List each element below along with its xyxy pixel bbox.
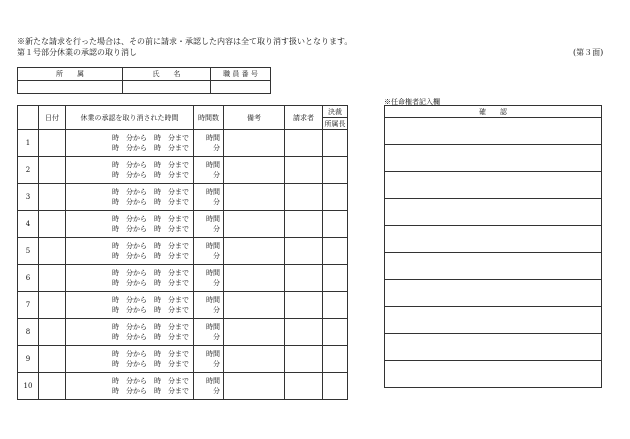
remarks-field[interactable] (224, 346, 285, 373)
requester-field[interactable] (285, 373, 323, 400)
minutes-unit: 分 (213, 171, 220, 179)
dept-head-field[interactable] (323, 157, 348, 184)
requester-field[interactable] (285, 238, 323, 265)
remarks-field[interactable] (224, 265, 285, 292)
page-label: (第３面) (573, 48, 604, 57)
date-field[interactable] (39, 373, 66, 400)
row-number: 3 (18, 184, 39, 211)
requester-header: 請求者 (285, 106, 323, 130)
period-field[interactable] (66, 130, 194, 157)
remarks-field[interactable] (224, 211, 285, 238)
remarks-field[interactable] (224, 157, 285, 184)
table-row (18, 373, 348, 400)
hours-field[interactable] (194, 319, 224, 346)
hours-field[interactable] (194, 211, 224, 238)
period-field[interactable] (66, 319, 194, 346)
date-field[interactable] (39, 265, 66, 292)
hours-unit: 時間 (206, 269, 220, 277)
confirm-row (385, 307, 602, 334)
hours-unit: 時間 (206, 350, 220, 358)
period-line: 時 分から 時 分まで (112, 377, 189, 385)
confirm-row (385, 253, 602, 280)
period-line: 時 分から 時 分まで (112, 296, 189, 304)
minutes-unit: 分 (213, 306, 220, 314)
confirm-row (385, 226, 602, 253)
period-header: 休業の承認を取り消された時間 (66, 106, 194, 130)
minutes-unit: 分 (213, 333, 220, 341)
hours-unit: 時間 (206, 296, 220, 304)
table-row (18, 184, 348, 211)
employee-info-table (17, 67, 271, 94)
row-number: 6 (18, 265, 39, 292)
confirmation-table (384, 105, 602, 388)
hours-field[interactable] (194, 292, 224, 319)
row-number-header (18, 106, 39, 130)
date-field[interactable] (39, 319, 66, 346)
period-line: 時 分から 時 分まで (112, 215, 189, 223)
confirm-header: 確 認 (385, 106, 602, 118)
confirm-field[interactable] (385, 145, 602, 172)
hours-field[interactable] (194, 184, 224, 211)
dept-field[interactable] (18, 81, 123, 94)
requester-field[interactable] (285, 157, 323, 184)
remarks-field[interactable] (224, 238, 285, 265)
staff-no-field[interactable] (211, 81, 271, 94)
period-line: 時 分から 時 分まで (112, 350, 189, 358)
period-line: 時 分から 時 分まで (112, 387, 189, 395)
hours-field[interactable] (194, 130, 224, 157)
period-field[interactable] (66, 373, 194, 400)
period-line: 時 分から 時 分まで (112, 134, 189, 142)
date-field[interactable] (39, 346, 66, 373)
dept-head-header: 所属長 (324, 119, 346, 128)
form-title: 第１号部分休業の承認の取り消し (17, 48, 137, 57)
requester-field[interactable] (285, 292, 323, 319)
row-number: 2 (18, 157, 39, 184)
row-number: 5 (18, 238, 39, 265)
requester-field[interactable] (285, 130, 323, 157)
confirm-row (385, 334, 602, 361)
hours-field[interactable] (194, 265, 224, 292)
period-line: 時 分から 時 分まで (112, 333, 189, 341)
remarks-field[interactable] (224, 292, 285, 319)
period-line: 時 分から 時 分まで (112, 242, 189, 250)
minutes-unit: 分 (213, 225, 220, 233)
period-field[interactable] (66, 184, 194, 211)
hours-unit: 時間 (206, 215, 220, 223)
minutes-unit: 分 (213, 198, 220, 206)
period-field[interactable] (66, 238, 194, 265)
hours-unit: 時間 (206, 323, 220, 331)
confirm-field[interactable] (385, 280, 602, 307)
minutes-unit: 分 (213, 252, 220, 260)
date-header: 日付 (39, 106, 66, 130)
confirm-field[interactable] (385, 334, 602, 361)
dept-head-field[interactable] (323, 211, 348, 238)
table-row (18, 211, 348, 238)
period-field[interactable] (66, 292, 194, 319)
period-line: 時 分から 時 分まで (112, 161, 189, 169)
period-field[interactable] (66, 346, 194, 373)
period-line: 時 分から 時 分まで (112, 360, 189, 368)
table-row (18, 346, 348, 373)
minutes-unit: 分 (213, 360, 220, 368)
remarks-header: 備考 (224, 106, 285, 130)
remarks-field[interactable] (224, 319, 285, 346)
row-number: 7 (18, 292, 39, 319)
confirm-row (385, 145, 602, 172)
date-field[interactable] (39, 157, 66, 184)
row-number: 9 (18, 346, 39, 373)
period-field[interactable] (66, 211, 194, 238)
period-line: 時 分から 時 分まで (112, 269, 189, 277)
table-row (18, 265, 348, 292)
confirm-row (385, 280, 602, 307)
date-field[interactable] (39, 238, 66, 265)
date-field[interactable] (39, 292, 66, 319)
dept-head-field[interactable] (323, 265, 348, 292)
row-number: 4 (18, 211, 39, 238)
table-row (18, 319, 348, 346)
confirm-field[interactable] (385, 361, 602, 388)
hours-field[interactable] (194, 238, 224, 265)
requester-field[interactable] (285, 346, 323, 373)
hours-unit: 時間 (206, 161, 220, 169)
dept-head-field[interactable] (323, 184, 348, 211)
dept-head-field[interactable] (323, 238, 348, 265)
requester-field[interactable] (285, 265, 323, 292)
dept-head-field[interactable] (323, 346, 348, 373)
period-line: 時 分から 時 分まで (112, 188, 189, 196)
date-field[interactable] (39, 184, 66, 211)
confirm-field[interactable] (385, 226, 602, 253)
confirm-field[interactable] (385, 307, 602, 334)
dept-head-field[interactable] (323, 319, 348, 346)
confirm-field[interactable] (385, 118, 602, 145)
confirm-field[interactable] (385, 253, 602, 280)
period-line: 時 分から 時 分まで (112, 252, 189, 260)
period-line: 時 分から 時 分まで (112, 144, 189, 152)
hours-field[interactable] (194, 157, 224, 184)
remarks-field[interactable] (224, 373, 285, 400)
minutes-unit: 分 (213, 387, 220, 395)
minutes-unit: 分 (213, 144, 220, 152)
confirm-row (385, 118, 602, 145)
confirm-field[interactable] (385, 199, 602, 226)
remarks-field[interactable] (224, 130, 285, 157)
row-number: 8 (18, 319, 39, 346)
row-number: 10 (18, 373, 39, 400)
dept-head-field[interactable] (323, 292, 348, 319)
table-row (18, 130, 348, 157)
period-line: 時 分から 時 分まで (112, 279, 189, 287)
hours-unit: 時間 (206, 242, 220, 250)
period-line: 時 分から 時 分まで (112, 323, 189, 331)
hours-unit: 時間 (206, 377, 220, 385)
period-field[interactable] (66, 265, 194, 292)
confirm-row (385, 172, 602, 199)
staff-no-header: 職 員 番 号 (211, 68, 271, 81)
requester-field[interactable] (285, 319, 323, 346)
hours-header: 時間数 (194, 106, 224, 130)
approval-header: 決裁 (323, 106, 348, 118)
minutes-unit: 分 (213, 279, 220, 287)
notice-text: ※新たな請求を行った場合は、その前に請求・承認した内容は全て取り消す扱いとなります。 (17, 37, 353, 46)
remarks-field[interactable] (224, 184, 285, 211)
name-header: 氏 名 (123, 68, 211, 81)
table-row (18, 157, 348, 184)
cancellation-table (17, 105, 348, 400)
period-field[interactable] (66, 157, 194, 184)
dept-header: 所 属 (18, 68, 123, 81)
period-line: 時 分から 時 分まで (112, 171, 189, 179)
hours-unit: 時間 (206, 188, 220, 196)
table-row (18, 292, 348, 319)
hours-field[interactable] (194, 373, 224, 400)
confirm-field[interactable] (385, 172, 602, 199)
requester-field[interactable] (285, 211, 323, 238)
confirm-row (385, 361, 602, 388)
date-field[interactable] (39, 130, 66, 157)
hours-field[interactable] (194, 346, 224, 373)
dept-head-field[interactable] (323, 130, 348, 157)
confirm-row (385, 199, 602, 226)
dept-head-field[interactable] (323, 373, 348, 400)
period-line: 時 分から 時 分まで (112, 225, 189, 233)
period-line: 時 分から 時 分まで (112, 198, 189, 206)
table-row (18, 238, 348, 265)
row-number: 1 (18, 130, 39, 157)
appointer-note: ※任命権者記入欄 (384, 98, 440, 106)
date-field[interactable] (39, 211, 66, 238)
requester-field[interactable] (285, 184, 323, 211)
hours-unit: 時間 (206, 134, 220, 142)
period-line: 時 分から 時 分まで (112, 306, 189, 314)
name-field[interactable] (123, 81, 211, 94)
